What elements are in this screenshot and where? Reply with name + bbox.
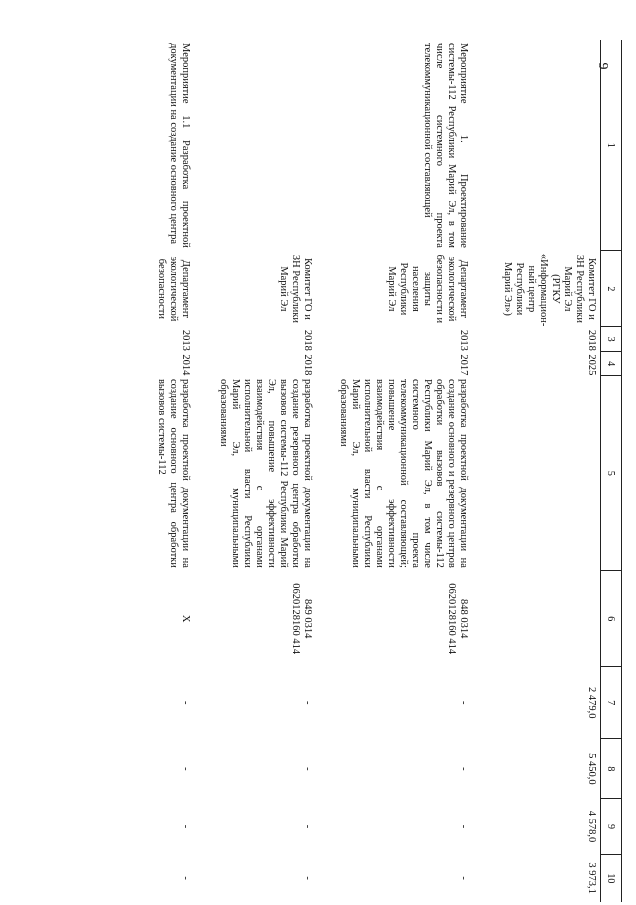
budget-code-cell — [473, 571, 601, 667]
budget-code-line: 848 0314 — [458, 599, 470, 639]
executor-cell: Комитет ГО и ЗН Республики Марий Эл (РГКУ «Информацион-ный центр Республики Марий Эл») — [502, 253, 597, 327]
end-year-cell: 2017 — [458, 354, 470, 376]
value-cell: 2 479,0 — [586, 686, 597, 719]
value-cell: - — [180, 876, 192, 880]
column-header-4: 4 — [601, 351, 622, 376]
value-cell: - — [458, 824, 470, 829]
end-year-cell: 2025 — [586, 354, 597, 376]
column-header-3: 3 — [601, 327, 622, 352]
budget-code-cell — [105, 571, 195, 667]
column-header-8: 8 — [601, 739, 622, 799]
value-cell: - — [302, 700, 314, 705]
result-cell: разработка проектной документации на создание основного центра обработки вызовов системы-112 — [156, 378, 192, 568]
table-row — [317, 40, 473, 902]
value-cell: 4 578,0 — [586, 810, 597, 843]
budget-code-cell — [317, 571, 473, 667]
activity-cell — [195, 40, 317, 251]
start-year-cell: 2018 — [302, 329, 314, 351]
column-header-9: 9 — [601, 799, 622, 854]
column-header-2: 2 — [601, 251, 622, 327]
page-number: 9 — [595, 62, 610, 70]
column-header-7: 7 — [601, 667, 622, 739]
start-year-cell: 2018 — [586, 329, 597, 351]
value-cell: - — [458, 700, 470, 705]
value-cell: - — [458, 767, 470, 771]
program-activities-table — [105, 40, 623, 902]
end-year-cell: 2018 — [302, 354, 314, 376]
result-cell: разработка проектной документации на создание резервного центра обработки вызовов системы-112 Республики Марий Эл, повышение эффективности взаимодействия с органами исполнительной власти Республики Марий Эл, муниципальными образованиями — [218, 378, 314, 568]
table-row — [105, 40, 195, 902]
value-cell: 3 973,1 — [586, 862, 597, 894]
table-row — [195, 40, 317, 902]
budget-code-cell — [195, 571, 317, 667]
rotated-table-sheet — [100, 40, 622, 902]
column-header-5: 5 — [601, 376, 622, 571]
end-year-cell: 2014 — [180, 354, 192, 376]
activity-cell: Мероприятие 1. Проектирование системы-112 Республики Марий Эл, в том числе системного проекта телекоммуникационной составляющей — [422, 43, 470, 248]
executor-cell: Департамент экологической безопасности — [156, 256, 192, 322]
budget-code-line: 849 0314 — [302, 599, 314, 639]
value-cell: - — [302, 824, 314, 829]
start-year-cell: 2013 — [458, 329, 470, 351]
column-header-6: 6 — [601, 571, 622, 667]
header-row — [601, 40, 622, 902]
value-cell: - — [180, 767, 192, 771]
value-cell: - — [180, 824, 192, 829]
budget-code-line: Х — [180, 614, 192, 623]
start-year-cell: 2013 — [180, 329, 192, 351]
value-cell: - — [302, 767, 314, 771]
executor-cell: Комитет ГО и ЗН Республики Марий Эл — [278, 254, 314, 323]
table-row — [473, 40, 601, 902]
value-cell: 5 450,0 — [586, 753, 597, 785]
budget-code-line: 0620128160 414 — [290, 583, 302, 655]
value-cell: - — [458, 876, 470, 880]
value-cell: - — [180, 700, 192, 705]
value-cell: - — [302, 876, 314, 880]
activity-cell — [473, 40, 601, 251]
activity-cell: Мероприятие 1.1 Разработка проектной документации на создание основного центра — [168, 43, 192, 248]
executor-cell: Департамент экологической безопасности и защиты населения Республики Марий Эл — [386, 254, 470, 324]
result-cell: разработка проектной документации на создание основного и резервного центров обработки вызовов системы-112 Республики Марий Эл, в том числе системного проекта телекоммуникационной составляющей; повышение эффективности взаимодействия с органами исполнительной власти Республики Марий Эл, муниципальными образованиями — [338, 378, 470, 568]
column-header-1: 1 — [601, 40, 622, 251]
result-cell — [473, 376, 601, 571]
column-header-10: 10 — [601, 854, 622, 902]
budget-code-line: 0620128160 414 — [446, 583, 458, 655]
